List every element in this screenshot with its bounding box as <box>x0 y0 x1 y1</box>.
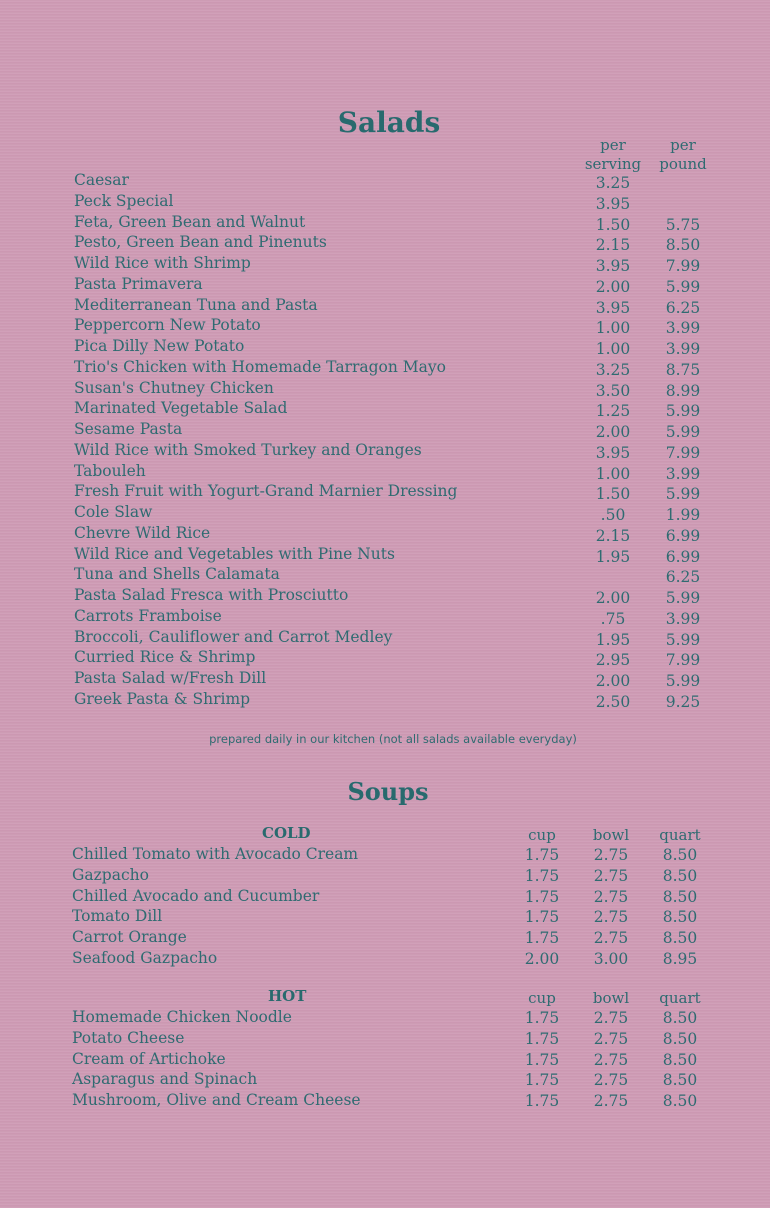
hot-soup-row <box>0 1050 770 1071</box>
per-pound-header <box>648 136 718 173</box>
bowl-price: 2.75 <box>593 846 629 864</box>
quart-price: 8.50 <box>662 929 698 948</box>
bowl-price: 2.75 <box>593 887 629 906</box>
quart-price: 8.50 <box>662 1009 698 1027</box>
cold-quart-header: quart <box>659 826 701 844</box>
price-per-pound: 8.99 <box>665 381 701 400</box>
soup-name: Chilled Avocado and Cucumber <box>72 886 320 905</box>
salad-row <box>0 399 770 420</box>
price-per-pound: 5.99 <box>665 589 701 607</box>
price-per-serving: 3.95 <box>595 298 631 317</box>
bowl-price: 2.75 <box>593 866 629 885</box>
salad-row <box>0 254 770 275</box>
bowl-price: 2.75 <box>593 1071 629 1090</box>
cold-soup-row <box>0 907 770 928</box>
salad-name: Wild Rice with Shrimp <box>74 254 251 272</box>
salad-name: Pasta Primavera <box>74 274 203 293</box>
cup-price: 1.75 <box>524 1071 560 1090</box>
price-per-serving: 1.00 <box>595 319 631 338</box>
soup-name: Seafood Gazpacho <box>72 949 218 967</box>
cold-soup-row <box>0 866 770 887</box>
quart-price: 8.50 <box>662 908 698 927</box>
salad-row <box>0 316 770 337</box>
salad-row <box>0 358 770 379</box>
quart-price: 8.50 <box>662 1029 698 1048</box>
price-per-serving: 2.00 <box>595 423 631 441</box>
price-per-serving: 3.25 <box>595 174 631 192</box>
salad-name: Chevre Wild Rice <box>74 523 211 542</box>
cold-soup-row <box>0 949 770 970</box>
salad-name: Peppercorn New Potato <box>74 316 261 335</box>
price-per-serving: 2.15 <box>595 526 631 545</box>
salad-name: Tabouleh <box>74 461 146 480</box>
soup-name: Cream of Artichoke <box>72 1049 226 1068</box>
price-per-pound: 1.99 <box>665 506 701 524</box>
quart-price: 8.50 <box>662 866 698 885</box>
salad-name: Broccoli, Cauliflower and Carrot Medley <box>74 627 393 646</box>
price-per-serving: 1.95 <box>595 630 631 649</box>
salad-name: Pica Dilly New Potato <box>74 337 245 355</box>
price-per-serving: .50 <box>600 506 626 524</box>
soup-name: Gazpacho <box>72 865 149 884</box>
per-serving-line1: per <box>600 136 626 154</box>
salad-row <box>0 275 770 296</box>
cold-soup-row <box>0 845 770 866</box>
salad-row <box>0 607 770 628</box>
price-per-pound: 8.50 <box>665 236 701 255</box>
price-per-pound: 5.99 <box>665 277 701 296</box>
price-per-serving: 1.50 <box>595 215 631 234</box>
salad-name: Feta, Green Bean and Walnut <box>74 212 306 231</box>
price-per-pound: 5.99 <box>665 672 701 690</box>
salad-name: Greek Pasta & Shrimp <box>74 689 251 708</box>
salad-name: Tuna and Shells Calamata <box>74 565 280 584</box>
price-per-pound: 6.25 <box>665 298 701 317</box>
salad-name: Trio's Chicken with Homemade Tarragon Mayo <box>74 357 446 376</box>
price-per-serving: 3.95 <box>595 194 631 213</box>
quart-price: 8.50 <box>662 846 698 864</box>
cold-soup-row <box>0 887 770 908</box>
salad-row <box>0 648 770 669</box>
salad-row <box>0 420 770 441</box>
salad-row <box>0 379 770 400</box>
salad-row <box>0 524 770 545</box>
quart-price: 8.50 <box>662 887 698 906</box>
soup-name: Tomato Dill <box>72 907 163 926</box>
salad-name: Peck Special <box>74 191 174 210</box>
soup-name: Potato Cheese <box>72 1028 185 1047</box>
per-pound-line1: per <box>670 136 696 154</box>
soup-name: Chilled Tomato with Avocado Cream <box>72 845 359 863</box>
cup-price: 1.75 <box>524 846 560 864</box>
price-per-pound: 6.25 <box>665 568 701 587</box>
salad-name: Susan's Chutney Chicken <box>74 378 274 397</box>
price-per-pound: 7.99 <box>665 257 701 275</box>
quart-price: 8.50 <box>662 1092 698 1111</box>
price-per-pound: 5.99 <box>665 485 701 504</box>
hot-soup-row <box>0 1091 770 1112</box>
cup-price: 1.75 <box>524 1092 560 1111</box>
soups-title: Soups <box>347 777 429 806</box>
per-pound-line2: pound <box>659 155 707 173</box>
salad-row <box>0 669 770 690</box>
soup-name: Asparagus and Spinach <box>72 1070 258 1089</box>
price-per-pound: 3.99 <box>665 609 701 628</box>
salad-row <box>0 482 770 503</box>
salad-row <box>0 545 770 566</box>
hot-quart-header: quart <box>659 989 701 1007</box>
price-per-serving: 2.50 <box>595 692 631 711</box>
quart-price: 8.50 <box>662 1050 698 1069</box>
cup-price: 1.75 <box>524 929 560 948</box>
salad-row <box>0 503 770 524</box>
price-per-pound: 3.99 <box>665 464 701 483</box>
price-per-pound: 5.99 <box>665 630 701 649</box>
bowl-price: 2.75 <box>593 929 629 948</box>
price-per-serving: 2.00 <box>595 672 631 690</box>
price-per-pound: 6.99 <box>665 547 701 566</box>
bowl-price: 2.75 <box>593 1009 629 1027</box>
cup-price: 1.75 <box>524 1050 560 1069</box>
salad-row <box>0 171 770 192</box>
salad-row <box>0 296 770 317</box>
salad-row <box>0 337 770 358</box>
cup-price: 2.00 <box>524 950 560 968</box>
cup-price: 1.75 <box>524 887 560 906</box>
hot-label: HOT <box>268 987 307 1005</box>
salad-row <box>0 690 770 711</box>
salad-row <box>0 233 770 254</box>
salad-row <box>0 462 770 483</box>
salad-name: Pasta Salad w/Fresh Dill <box>74 669 267 687</box>
per-serving-line2: serving <box>584 155 642 173</box>
cold-soup-row <box>0 928 770 949</box>
price-per-serving: 3.50 <box>595 381 631 400</box>
soup-name: Homemade Chicken Noodle <box>72 1008 292 1026</box>
cold-cup-header: cup <box>528 826 556 844</box>
quart-price: 8.50 <box>662 1071 698 1090</box>
bowl-price: 2.75 <box>593 1050 629 1069</box>
hot-soup-row <box>0 1070 770 1091</box>
bowl-price: 2.75 <box>593 1029 629 1048</box>
salad-name: Sesame Pasta <box>74 420 183 438</box>
bowl-price: 2.75 <box>593 1092 629 1111</box>
price-per-serving: 1.00 <box>595 340 631 358</box>
salad-row <box>0 628 770 649</box>
price-per-pound: 9.25 <box>665 692 701 711</box>
price-per-pound: 7.99 <box>665 651 701 670</box>
price-per-serving: 3.25 <box>595 360 631 379</box>
price-per-pound: 5.99 <box>665 423 701 441</box>
price-per-serving: 2.00 <box>595 589 631 607</box>
soup-name: Carrot Orange <box>72 928 187 947</box>
price-per-serving: 3.95 <box>595 257 631 275</box>
salad-name: Carrots Framboise <box>74 606 222 625</box>
salad-row <box>0 565 770 586</box>
price-per-pound: 8.75 <box>665 360 701 379</box>
cup-price: 1.75 <box>524 1009 560 1027</box>
bowl-price: 2.75 <box>593 908 629 927</box>
per-serving-header <box>578 136 648 173</box>
bowl-price: 3.00 <box>593 950 629 968</box>
salad-name: Marinated Vegetable Salad <box>74 399 288 418</box>
hot-soup-row <box>0 1008 770 1029</box>
price-per-serving: 2.15 <box>595 236 631 255</box>
salad-name: Mediterranean Tuna and Pasta <box>74 295 318 314</box>
salad-row <box>0 441 770 462</box>
soup-name: Mushroom, Olive and Cream Cheese <box>72 1091 361 1110</box>
salads-note: prepared daily in our kitchen (not all salads available everyday) <box>209 732 577 746</box>
salad-name: Pesto, Green Bean and Pinenuts <box>74 233 327 252</box>
salad-row <box>0 192 770 213</box>
price-per-serving: .75 <box>600 609 626 628</box>
salad-name: Wild Rice and Vegetables with Pine Nuts <box>74 544 395 563</box>
cold-bowl-header: bowl <box>592 826 630 844</box>
cup-price: 1.75 <box>524 908 560 927</box>
price-per-serving: 2.95 <box>595 651 631 670</box>
hot-soup-row <box>0 1029 770 1050</box>
cup-price: 1.75 <box>524 866 560 885</box>
price-per-serving: 1.50 <box>595 485 631 504</box>
salad-row <box>0 213 770 234</box>
price-per-serving: 3.95 <box>595 443 631 462</box>
price-per-serving: 1.00 <box>595 464 631 483</box>
salad-name: Caesar <box>74 171 129 189</box>
salads-title: Salads <box>337 106 441 139</box>
salad-row <box>0 586 770 607</box>
price-per-pound: 7.99 <box>665 443 701 462</box>
hot-bowl-header: bowl <box>592 989 630 1007</box>
salad-name: Cole Slaw <box>74 503 153 521</box>
price-per-serving: 1.25 <box>595 402 631 421</box>
price-per-serving: 1.95 <box>595 547 631 566</box>
price-per-serving: 2.00 <box>595 277 631 296</box>
price-per-pound: 3.99 <box>665 319 701 338</box>
cold-label: COLD <box>262 824 311 842</box>
hot-cup-header: cup <box>528 989 556 1007</box>
salad-name: Fresh Fruit with Yogurt-Grand Marnier Dressing <box>74 482 458 501</box>
price-per-pound: 6.99 <box>665 526 701 545</box>
price-per-pound: 5.99 <box>665 402 701 421</box>
cup-price: 1.75 <box>524 1029 560 1048</box>
salad-name: Pasta Salad Fresca with Prosciutto <box>74 586 349 604</box>
salad-name: Wild Rice with Smoked Turkey and Oranges <box>74 440 422 459</box>
quart-price: 8.95 <box>662 950 698 968</box>
salad-name: Curried Rice & Shrimp <box>74 648 256 667</box>
price-per-pound: 5.75 <box>665 215 701 234</box>
price-per-pound: 3.99 <box>665 340 701 358</box>
